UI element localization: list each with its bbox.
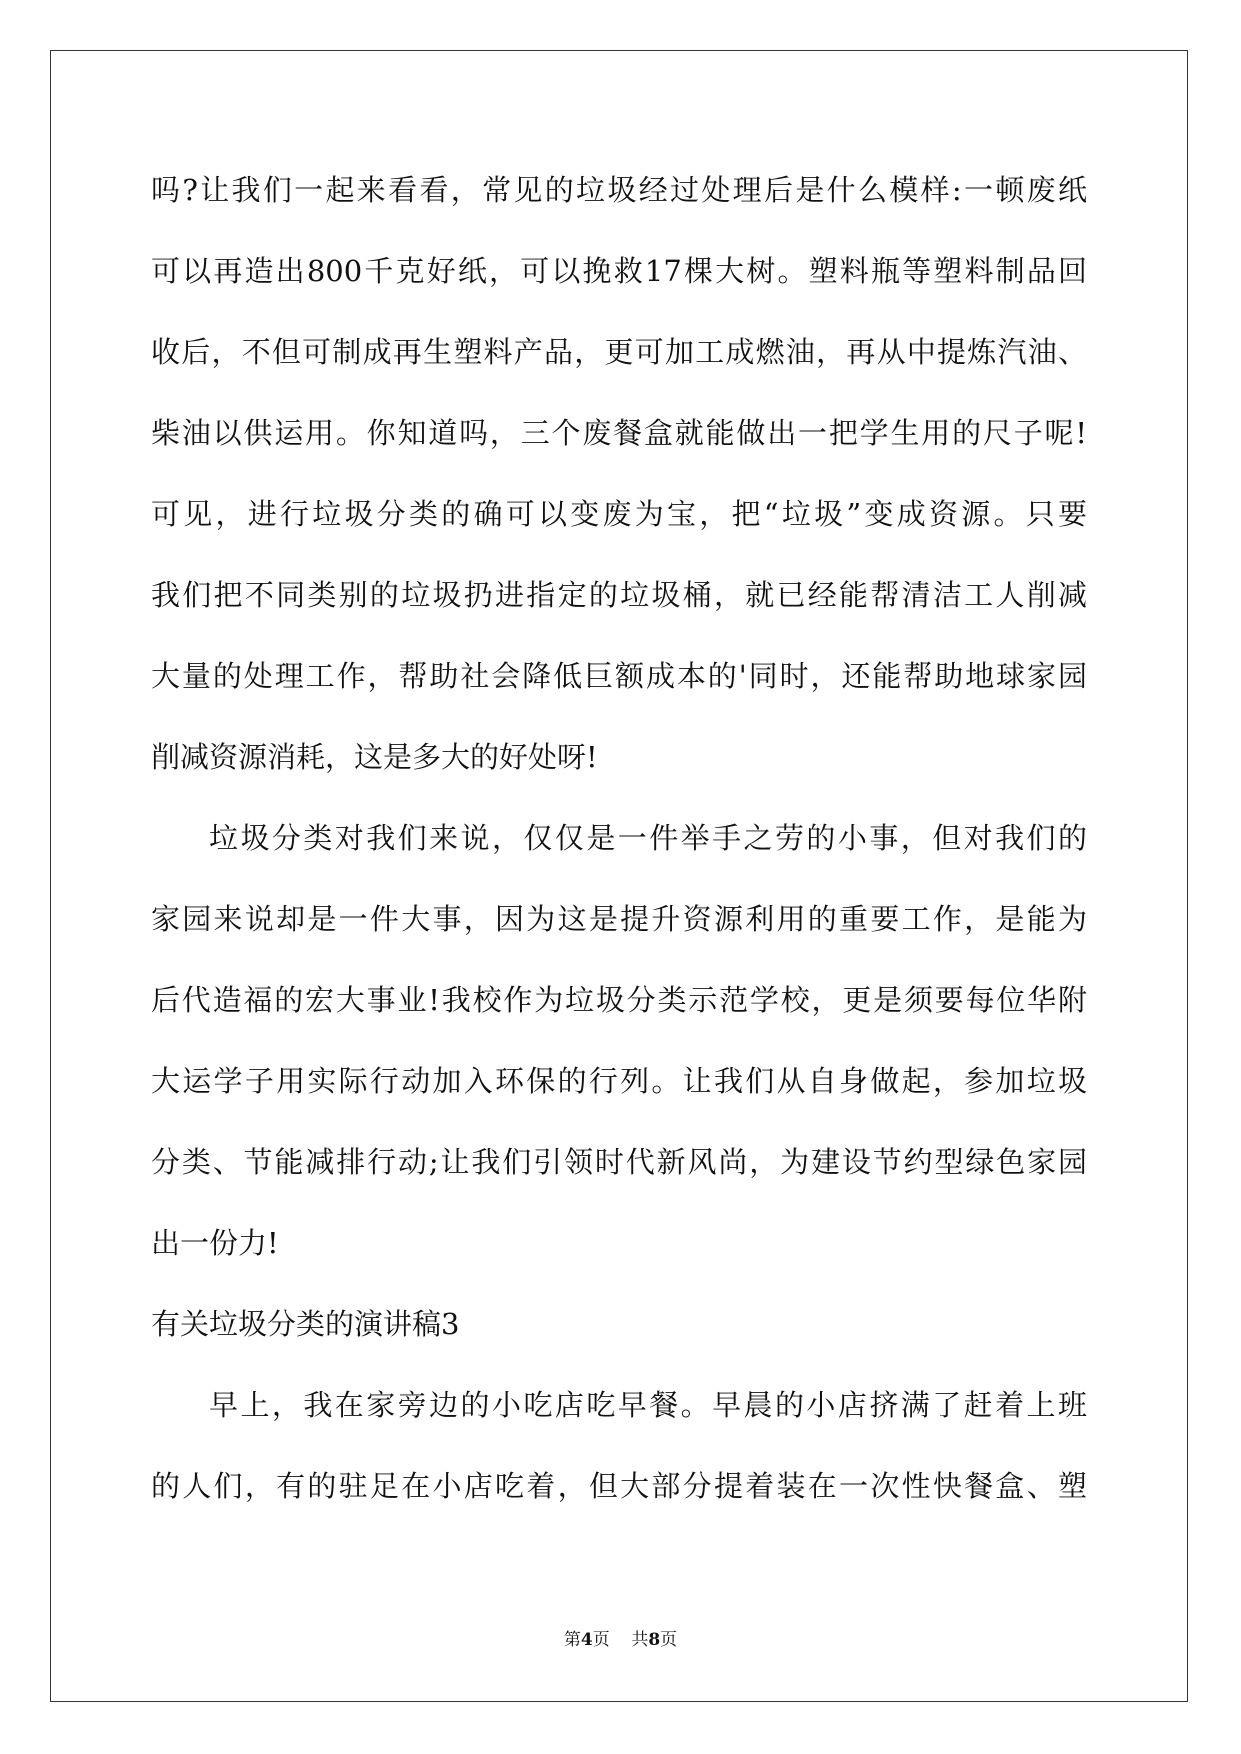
text-line-8: 削减资源消耗，这是多大的好处呀! xyxy=(151,740,598,774)
text-line-14: 出一份力! xyxy=(151,1226,279,1260)
page-prefix: 第 xyxy=(563,1630,581,1650)
total-prefix: 共 xyxy=(631,1630,649,1650)
total-suffix: 页 xyxy=(660,1630,678,1650)
text-line-2: 可以再造出800千克好纸，可以挽救17棵大树。塑料瓶等塑料制品回 xyxy=(151,254,1087,288)
page-number: 4 xyxy=(580,1630,593,1650)
text-line-4: 柴油以供运用。你知道吗，三个废餐盒就能做出一把学生用的尺子呢! xyxy=(151,416,1087,450)
text-line-10: 家园来说却是一件大事，因为这是提升资源利用的重要工作，是能为 xyxy=(151,902,1087,936)
text-line-1: 吗?让我们一起来看看，常见的垃圾经过处理后是什么模样:一顿废纸 xyxy=(151,173,1087,207)
text-line-3: 收后，不但可制成再生塑料产品，更可加工成燃油，再从中提炼汽油、 xyxy=(151,335,1087,369)
page-footer xyxy=(0,1628,1241,1652)
section-heading: 有关垃圾分类的演讲稿3 xyxy=(151,1307,460,1341)
text-line-11: 后代造福的宏大事业!我校作为垃圾分类示范学校，更是须要每位华附 xyxy=(151,983,1087,1017)
text-line-16: 早上，我在家旁边的小吃店吃早餐。早晨的小店挤满了赶着上班 xyxy=(209,1388,1087,1422)
text-line-12: 大运学子用实际行动加入环保的行列。让我们从自身做起，参加垃圾 xyxy=(151,1064,1087,1098)
text-line-5: 可见，进行垃圾分类的确可以变废为宝，把“垃圾”变成资源。只要 xyxy=(151,497,1087,531)
text-line-9: 垃圾分类对我们来说，仅仅是一件举手之劳的小事，但对我们的 xyxy=(209,821,1087,855)
total-pages: 8 xyxy=(648,1630,661,1650)
page-suffix: 页 xyxy=(592,1630,610,1650)
text-line-6: 我们把不同类别的垃圾扔进指定的垃圾桶，就已经能帮清洁工人削减 xyxy=(151,578,1087,612)
text-line-7: 大量的处理工作，帮助社会降低巨额成本的'同时，还能帮助地球家园 xyxy=(151,659,1087,693)
document-body xyxy=(151,162,1087,1539)
text-line-13: 分类、节能减排行动;让我们引领时代新风尚，为建设节约型绿色家园 xyxy=(151,1145,1087,1179)
text-line-17: 的人们，有的驻足在小店吃着，但大部分提着装在一次性快餐盒、塑 xyxy=(151,1469,1087,1503)
